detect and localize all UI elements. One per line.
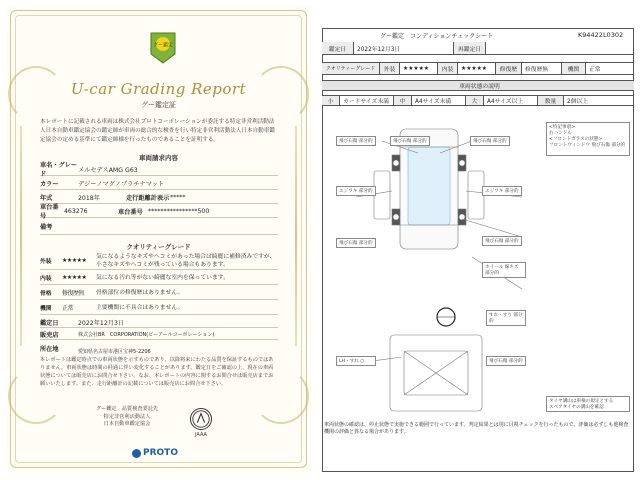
proto-dot-icon	[132, 449, 141, 458]
proto-label: PROTO	[143, 448, 178, 458]
mileage-value: *****	[170, 193, 186, 201]
legend-size: 中	[394, 96, 412, 105]
damage-note: 飛び石傷 部分的	[336, 136, 376, 146]
engine-value: 正常	[589, 67, 601, 73]
certificate-notice: 本レポートは鑑定時点での車両状態を示すものであり、以降将来にわたる品質を保証するものではありません。車両状態は時間の経過に伴い変化することがあります。鑑定日をご確認の上、現在の車両状態については販売店にお問合せ下さい。なお、本レポートの内容に関するお問合せは販売店までお願いいたします。また、走行距離計の記載については販売店にお問合せ下さい。	[40, 357, 274, 387]
quality-row-engine	[40, 301, 278, 315]
quality-label: クオリティーグレード	[322, 63, 380, 74]
quality-desc: 主要機関に不具合はありません。	[96, 304, 184, 311]
interior-value: ★★★★★	[458, 63, 496, 74]
frame-label: 車台番号	[40, 204, 59, 220]
address-value: 愛知県名古屋市港区宝神5-2206	[78, 348, 151, 355]
inspection-date-row	[40, 317, 278, 328]
legend-desc: A4サイズ以上	[484, 96, 538, 105]
notes-label: 備考	[40, 224, 53, 231]
vehicle-notes-row	[40, 219, 278, 235]
frame-value: 463276	[64, 207, 88, 215]
organization-text: グー鑑定 品質検査委託先 特定非営利活動法人 日本自動車鑑定協会	[95, 406, 159, 427]
quality-row-frame	[40, 286, 278, 300]
exterior-label: 外装	[380, 63, 400, 74]
damage-note: ホイール 線キズ 部分的	[482, 262, 526, 278]
interior-label: 内装	[438, 63, 458, 74]
quality-stars: 修復歴無	[62, 290, 85, 297]
damage-note: エジワキ 部分的	[336, 186, 376, 196]
date-label: 鑑定日	[322, 42, 354, 54]
state-title-row	[322, 80, 634, 91]
certificate-title: U-car Grading Report	[70, 80, 247, 98]
tire-note: タイヤ溝山は車検の規定とする スペアタイヤの溝山を確認	[546, 396, 630, 412]
damage-note: 飛び石傷 部分的	[336, 238, 376, 248]
legend-row	[322, 95, 634, 106]
quality-label: 機関	[40, 306, 52, 312]
quality-label: 内装	[40, 276, 52, 282]
jaai-logo-icon	[190, 408, 212, 430]
damage-note: エジワキ 部分的	[482, 186, 522, 196]
jaai-label: JAAA	[195, 432, 207, 438]
reg-value	[486, 42, 634, 54]
quality-label: 骨格	[40, 291, 52, 297]
quality-desc: 気になるようなキズやヘコミがあった場合は綺麗に補修済みですが、小さなキズやヘコミが残っている場合もあります。	[96, 253, 276, 268]
damage-note: LH・すれ ○	[336, 356, 376, 366]
quality-label: 外装	[40, 259, 52, 265]
engine-label: 機関	[562, 63, 586, 74]
dealer-label: 販売店	[40, 331, 59, 339]
sheet-title: グー鑑定 コンディションチェックシート	[380, 33, 494, 40]
proto-logo	[132, 448, 192, 458]
legend-size: 大	[466, 96, 484, 105]
reg-label: 再鑑定日	[454, 42, 486, 54]
inspection-date-value: 2022年12月3日	[78, 319, 125, 327]
vehicle-model-row	[40, 163, 278, 176]
vin-label: 車台番号	[118, 208, 143, 216]
sheet-id: K94422L0302	[578, 31, 624, 39]
address-label: 所在地	[40, 345, 59, 353]
vehicle-color-row	[40, 177, 278, 190]
special-notes-box: <特記事項> 右ハンドル <フロントガラスの状態> フロントウィンドウ 飛び石傷 部分的	[546, 122, 630, 156]
exterior-value: ★★★★★	[400, 63, 438, 74]
damage-note: 飛び石傷 部分的	[470, 136, 510, 146]
model-label: 車名・グレード	[40, 162, 78, 178]
damage-note: 飛び石傷 部分的	[390, 136, 430, 146]
sheet-date-row	[322, 42, 634, 55]
quality-section-title: クオリティーグレード	[126, 243, 191, 251]
state-title: 車両状態の説明	[322, 81, 634, 90]
quality-row-interior	[40, 271, 278, 285]
vehicle-section-title: 車両請求内容	[139, 154, 178, 162]
grading-certificate	[6, 6, 311, 472]
date-value: 2022年12月3日	[354, 42, 454, 54]
quality-desc: 骨格部位の修復歴はありません。	[96, 289, 184, 296]
goo-badge-icon	[150, 32, 176, 64]
badge-text: グー鑑定	[152, 42, 174, 49]
count-value: 2個以上	[567, 99, 589, 105]
year-label: 年式	[40, 194, 53, 202]
quality-stars: 正常	[62, 305, 74, 312]
mileage-label: 走行距離計表示	[126, 194, 170, 202]
address-row	[40, 341, 278, 355]
year-value: 2018年	[78, 194, 100, 202]
legend-size: 小	[322, 96, 340, 105]
damage-note: すれ・すり 部分的	[486, 310, 526, 326]
color-value: デジーノマグノプラチナマット	[78, 180, 165, 188]
quality-stars: ★★★★★	[62, 274, 87, 281]
quality-stars: ★★★★★	[62, 257, 87, 264]
color-label: カラー	[40, 180, 59, 188]
sheet-quality-row	[322, 62, 634, 75]
legend-desc: A4サイズ未満	[412, 96, 466, 105]
certificate-intro: 本レポートに記載される車両は株式会社プロトコーポレーションが委託する特定非営利活動法人日本自動車鑑定協会の鑑定師が車両の総合的な検査を行い特定非営利活動法人日本自動車鑑定協会の定める基準にて鑑定師様を行ったものであることを証明する。	[40, 119, 275, 143]
damage-note: 飛び石傷 部分的	[482, 236, 522, 246]
quality-desc: 気になる汚れ等がない綺麗な室内を保っています。	[96, 274, 229, 281]
certificate-subtitle: グー鑑定証	[141, 101, 176, 109]
damage-note: 飛び石傷 部分的	[486, 356, 526, 366]
count-label: 数量	[538, 96, 564, 105]
model-value: メルセデスAMG G63	[78, 166, 138, 174]
vehicle-year-row	[40, 191, 278, 204]
dealer-row	[40, 329, 278, 340]
sheet-footer-note: 車両状態の確認は、停止状態で実施できる範囲で行っています。判定結果とは別に目視チェックを行ったもので、評価は必ずしも他検査機関の評価と異なる場合があります。	[324, 422, 629, 435]
legend-desc: カードサイズ未満	[340, 96, 394, 105]
vin-value: ****************500	[148, 207, 210, 215]
repair-value: 修復歴無	[522, 63, 562, 74]
inspection-date-label: 鑑定日	[40, 319, 59, 327]
quality-row-exterior	[40, 252, 278, 270]
vehicle-frame-row	[40, 205, 278, 218]
dealer-value: 株式会社BR CORPORATION(ビーアールコーポレーション)	[78, 331, 215, 338]
repair-label: 修復歴	[496, 63, 522, 74]
